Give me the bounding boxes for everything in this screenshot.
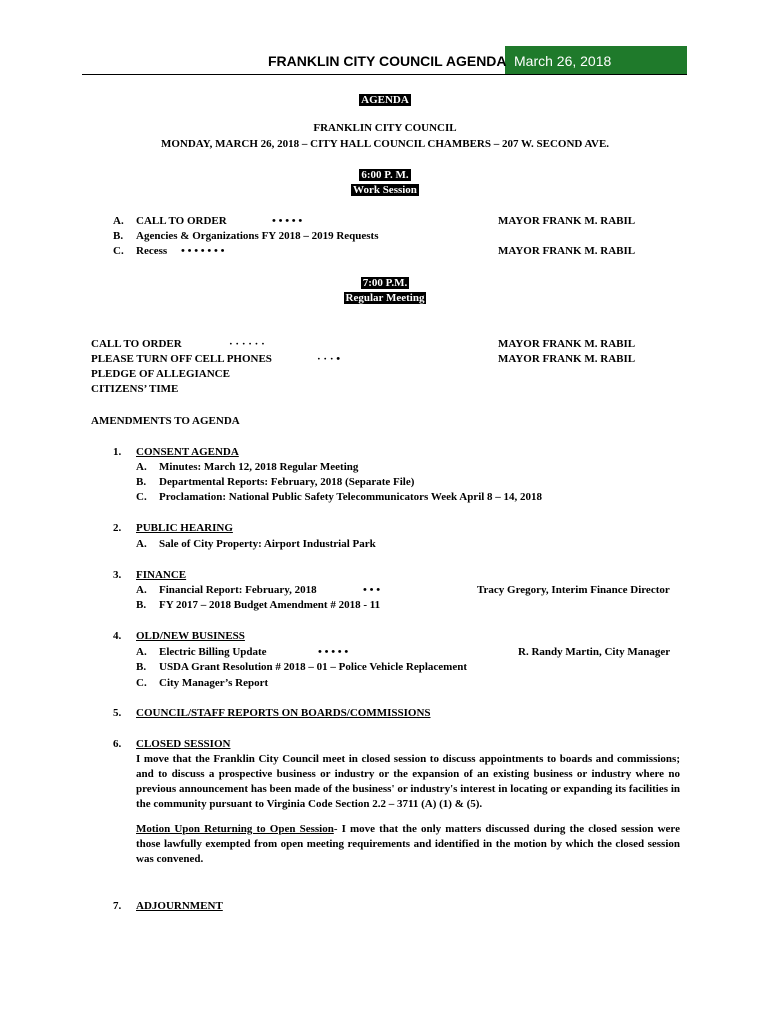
opening-item: PLEASE TURN OFF CELL PHONES: [91, 353, 272, 365]
ws-item-presenter: MAYOR FRANK M. RABIL: [498, 245, 636, 257]
item-text: FY 2017 – 2018 Budget Amendment # 2018 - 11: [159, 599, 381, 611]
item-text: Electric Billing Update: [159, 646, 267, 658]
section-number: 3.: [113, 569, 122, 581]
item-letter: B.: [136, 599, 147, 611]
return-motion-text: - I move that the only matters discussed during the closed session were those lawfully exempted from open meeting requirements and identified in the motion by which the closed session was convened.: [136, 823, 680, 865]
work-session-label-wrap: [0, 183, 770, 198]
opening-item: CALL TO ORDER: [91, 338, 182, 350]
regular-meeting-time-wrap: [0, 276, 770, 291]
header-title: FRANKLIN CITY COUNCIL AGENDA: [268, 53, 507, 69]
amendments-heading: AMENDMENTS TO AGENDA: [91, 415, 240, 427]
section-title: CLOSED SESSION: [136, 738, 231, 750]
header-rule: [82, 74, 687, 75]
section-number: 1.: [113, 446, 122, 458]
regular-meeting-label-wrap: [0, 291, 770, 306]
ws-item-letter: C.: [113, 245, 124, 257]
item-letter: A.: [136, 646, 147, 658]
item-text: Financial Report: February, 2018: [159, 584, 317, 596]
section-title: PUBLIC HEARING: [136, 522, 233, 534]
section-number: 7.: [113, 900, 122, 912]
council-name: FRANKLIN CITY COUNCIL: [313, 122, 457, 134]
regular-meeting-label: Regular Meeting: [345, 292, 425, 304]
meeting-line: MONDAY, MARCH 26, 2018 – CITY HALL COUNCIL CHAMBERS – 207 W. SECOND AVE.: [160, 138, 610, 150]
item-text: Minutes: March 12, 2018 Regular Meeting: [159, 461, 359, 473]
item-text: Sale of City Property: Airport Industrial Park: [159, 538, 376, 550]
regular-meeting-time: 7:00 P.M.: [362, 277, 408, 289]
work-session-time-wrap: [0, 168, 770, 183]
section-number: 4.: [113, 630, 122, 642]
item-dots: • • •: [363, 584, 381, 596]
ws-item-dots: • • • • •: [272, 215, 303, 227]
ws-item-text: Agencies & Organizations FY 2018 – 2019 Requests: [136, 230, 379, 242]
item-letter: C.: [136, 491, 147, 503]
item-text: USDA Grant Resolution # 2018 – 01 – Police Vehicle Replacement: [159, 661, 467, 673]
item-letter: B.: [136, 476, 147, 488]
closed-session-motion: I move that the Franklin City Council meet in closed session to discuss appointments to boards and commissions; and to discuss a prospective business or industry or the expansion of an existing business or industry where no previous announcement has been made of the business' or industry's interest in locating or expanding its facilities in the community pursuant to Virginia Code Section 2.2 – 3711 (A) (1) & (5).: [136, 753, 680, 810]
item-text: Proclamation: National Public Safety Telecommunicators Week April 8 – 14, 2018: [159, 491, 543, 503]
section-title: FINANCE: [136, 569, 187, 581]
ws-item-dots: • • • • • • •: [181, 245, 225, 257]
work-session-time: 6:00 P. M.: [361, 169, 409, 181]
item-text: City Manager’s Report: [159, 677, 269, 689]
opening-presenter: MAYOR FRANK M. RABIL: [498, 353, 636, 365]
section-number: 2.: [113, 522, 122, 534]
ws-item-presenter: MAYOR FRANK M. RABIL: [498, 215, 636, 227]
section-title: CONSENT AGENDA: [136, 446, 239, 458]
item-dots: • • • • •: [318, 646, 349, 658]
opening-dots: · · · · · ·: [229, 338, 265, 350]
opening-item: CITIZENS’ TIME: [91, 383, 179, 395]
ws-item-letter: B.: [113, 230, 124, 242]
opening-dots: · · · •: [317, 353, 341, 365]
ws-item-text: Recess: [136, 245, 168, 257]
return-motion: [136, 822, 680, 867]
item-letter: B.: [136, 661, 147, 673]
item-text: Departmental Reports: February, 2018 (Separate File): [159, 476, 415, 488]
section-number: 5.: [113, 707, 122, 719]
agenda-label: AGENDA: [361, 94, 409, 106]
return-motion-label: Motion Upon Returning to Open Session: [136, 823, 334, 835]
item-letter: C.: [136, 677, 147, 689]
work-session-label: Work Session: [353, 184, 417, 196]
header-date: March 26, 2018: [514, 53, 612, 69]
opening-item: PLEDGE OF ALLEGIANCE: [91, 368, 230, 380]
item-presenter: R. Randy Martin, City Manager: [518, 646, 671, 658]
section-title: ADJOURNMENT: [136, 900, 223, 912]
opening-presenter: MAYOR FRANK M. RABIL: [498, 338, 636, 350]
ws-item-letter: A.: [113, 215, 124, 227]
section-title: COUNCIL/STAFF REPORTS ON BOARDS/COMMISSIONS: [136, 707, 431, 719]
agenda-label-wrap: [0, 93, 770, 108]
item-presenter: Tracy Gregory, Interim Finance Director: [477, 584, 670, 596]
section-number: 6.: [113, 738, 122, 750]
item-letter: A.: [136, 461, 147, 473]
item-letter: A.: [136, 538, 147, 550]
item-letter: A.: [136, 584, 147, 596]
section-title: OLD/NEW BUSINESS: [136, 630, 245, 642]
ws-item-text: CALL TO ORDER: [136, 215, 227, 227]
